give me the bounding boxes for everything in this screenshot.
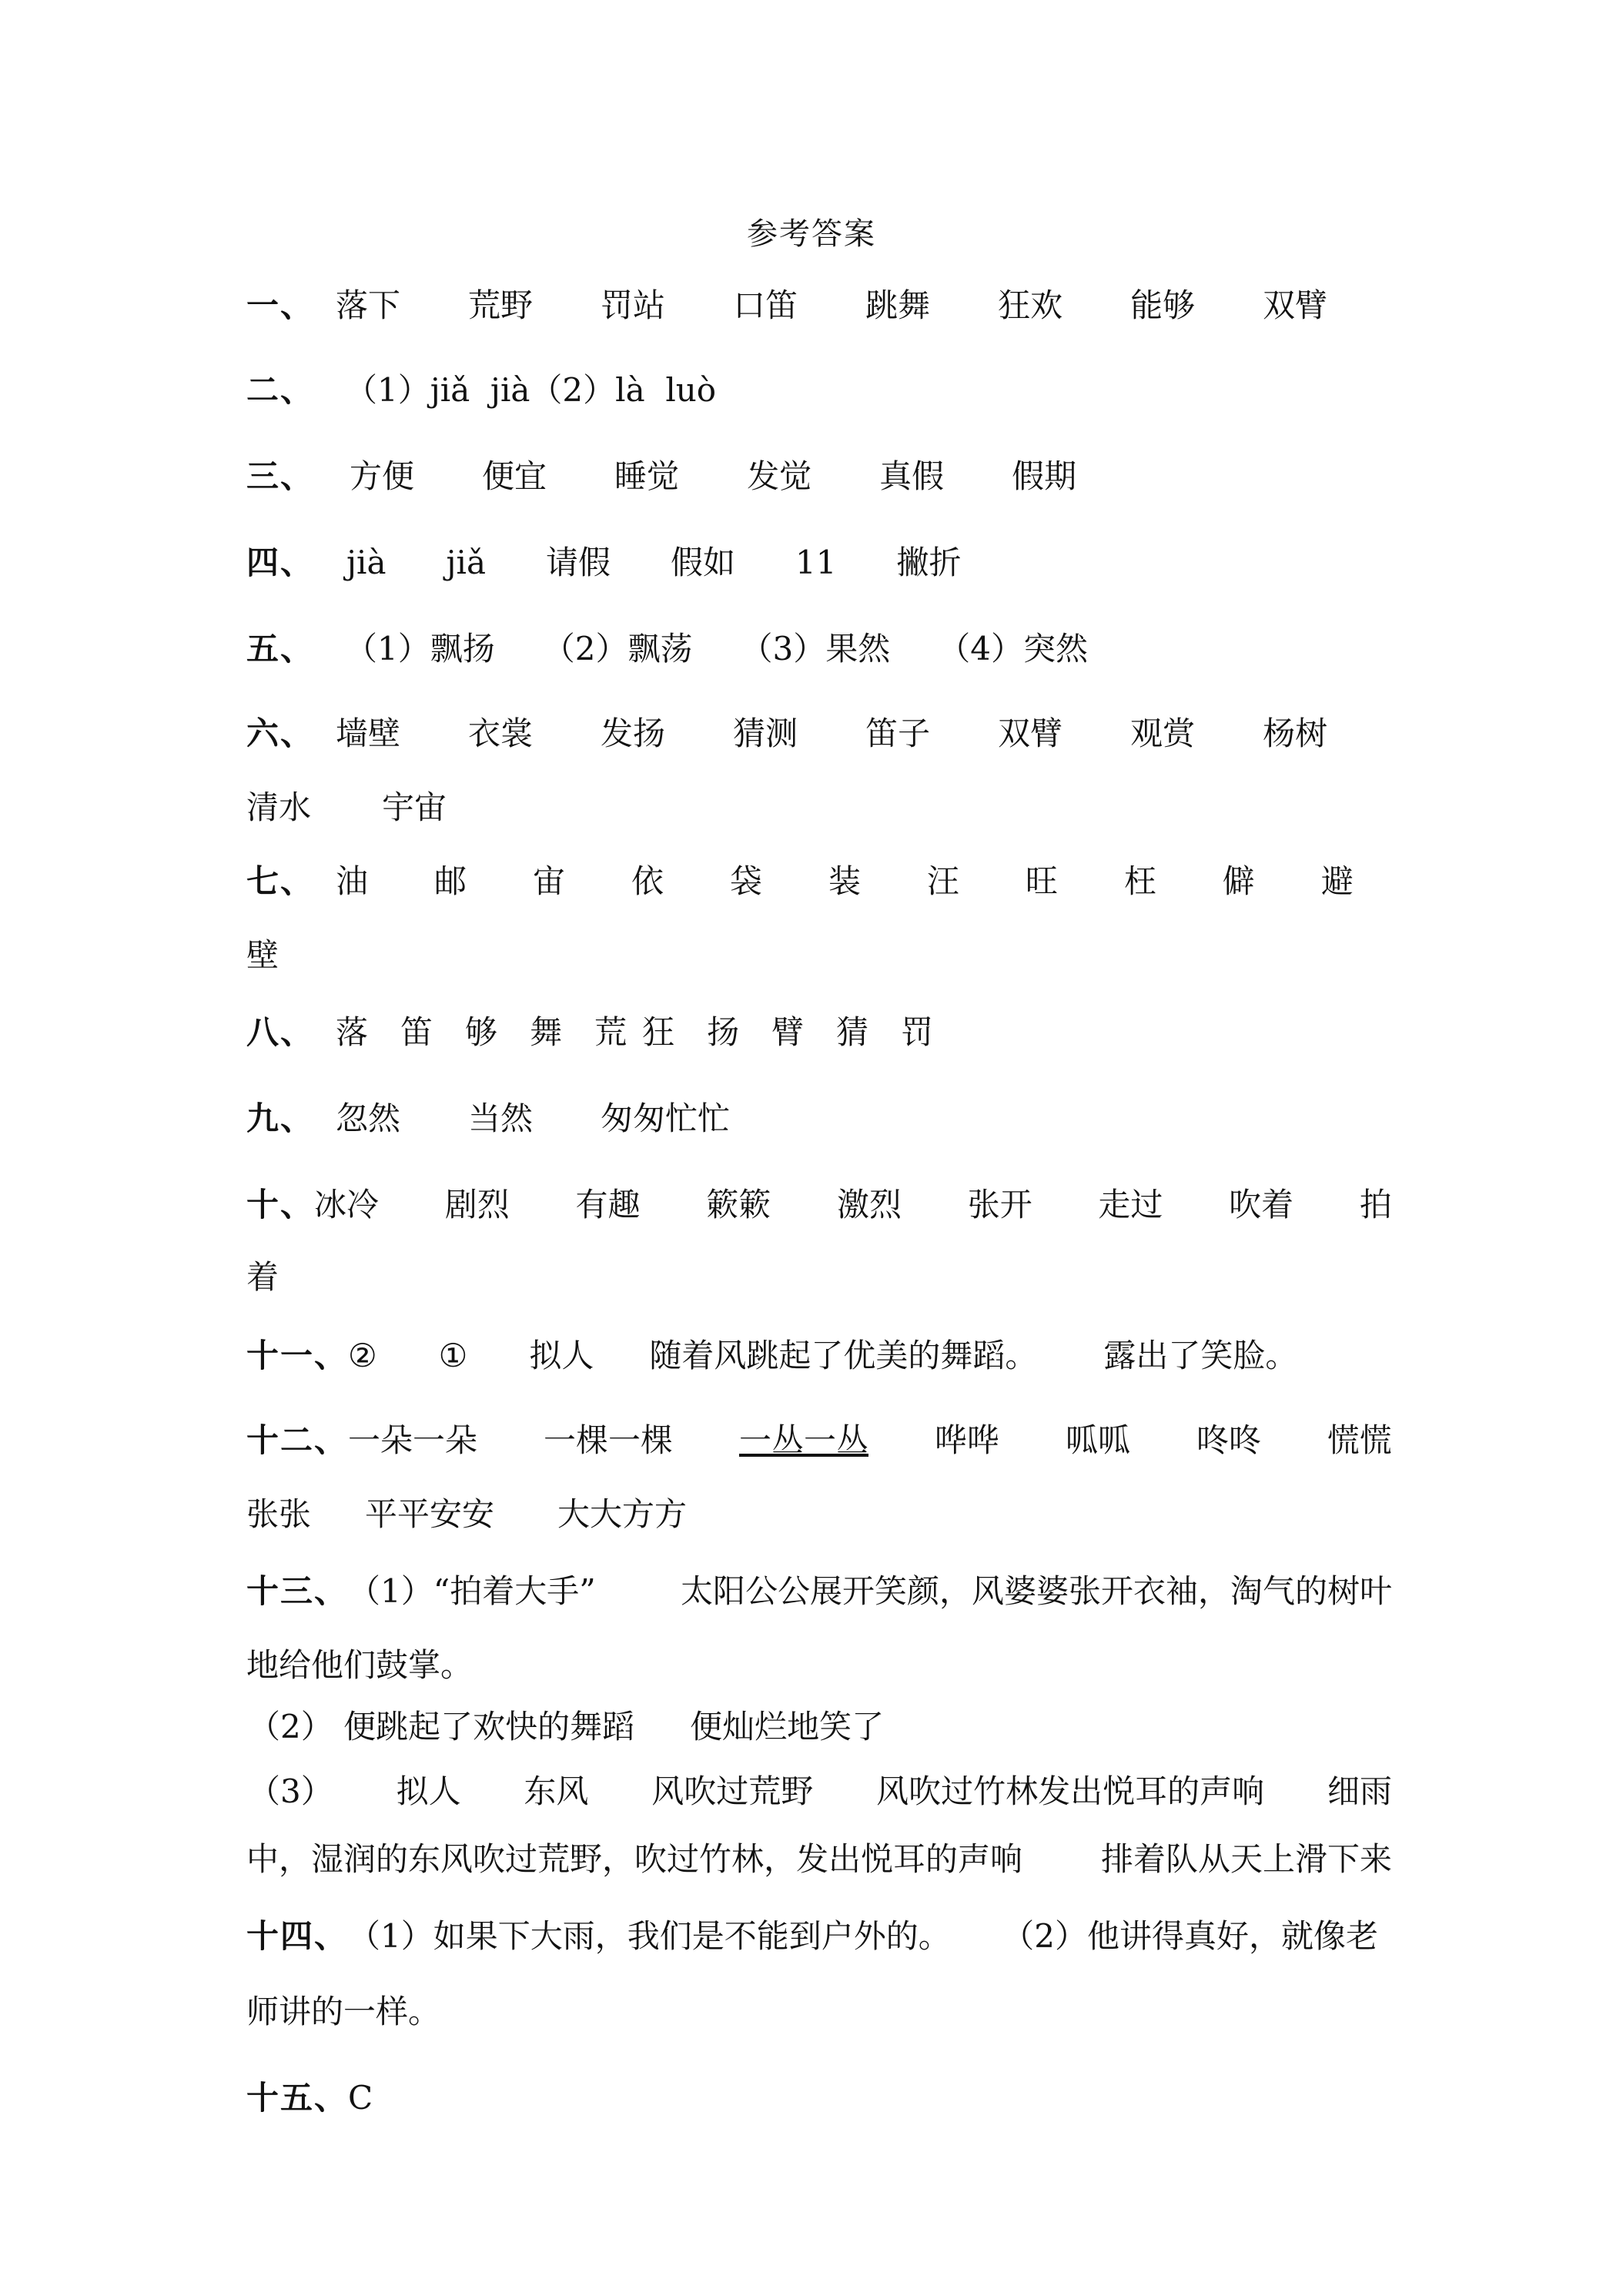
question-number: 九、	[246, 1099, 315, 1137]
answer-item: 忽然	[336, 1099, 401, 1137]
answer-item: 剧烈	[444, 1186, 510, 1223]
answer-item: 僻	[1222, 862, 1255, 900]
question-number: 十五、	[246, 2079, 349, 2117]
answer-item: 咚咚	[1196, 1421, 1261, 1459]
answer-item: （3）	[248, 1772, 333, 1810]
answer-item: 风吹过竹林发出悦耳的声响	[876, 1772, 1265, 1810]
answer-item: 拍	[1359, 1186, 1392, 1223]
answer-item: 袋	[729, 862, 762, 900]
answer-item: 口笛	[733, 286, 798, 324]
answer-item: 杨树	[1263, 715, 1328, 752]
answer-item: 真假	[879, 457, 945, 495]
answer-items	[348, 1913, 1378, 1960]
answer-item: 落下	[336, 286, 401, 324]
question-number: 二、	[246, 371, 315, 409]
answer-item: 匆匆忙忙	[601, 1099, 731, 1137]
answer-item: 慌慌	[1327, 1421, 1392, 1459]
answer-item: 笛	[400, 1013, 433, 1051]
answer-item: 露出了笑脸。	[1103, 1337, 1298, 1374]
answer-item: 拟人	[529, 1337, 594, 1374]
answer-item: 方便	[350, 457, 415, 495]
answer-item: （1）飘扬	[345, 630, 495, 668]
answer-row-11	[246, 1332, 1392, 1380]
question-number: 五、	[246, 630, 315, 668]
answer-items	[336, 1095, 798, 1143]
answer-items	[336, 1009, 965, 1056]
answer-item: 荒	[594, 1013, 627, 1051]
answer-items	[314, 1181, 1392, 1229]
answer-item: 走过	[1098, 1186, 1163, 1223]
answer-row-13-part3-cont	[246, 1836, 1392, 1883]
answer-item: 激烈	[836, 1186, 902, 1223]
answer-items	[346, 539, 1022, 587]
answer-items	[336, 710, 1395, 758]
answer-item: 哗哗	[934, 1421, 999, 1459]
answer-item: 11	[795, 544, 837, 581]
question-number: 八、	[246, 1013, 315, 1051]
answer-item: 双臂	[998, 715, 1063, 752]
answer-item: 一丛一丛	[738, 1421, 868, 1459]
answer-row-12-cont	[246, 1491, 1392, 1538]
answer-item: ②	[348, 1337, 377, 1374]
question-number: 四、	[246, 544, 315, 581]
answer-item: （1）“拍着大手”	[348, 1572, 596, 1610]
answer-row-6	[246, 710, 1392, 758]
answer-item: 观赏	[1130, 715, 1196, 752]
answer-item: 宇宙	[382, 788, 447, 826]
answer-items	[348, 1417, 1392, 1464]
question-number: 十二、	[246, 1421, 349, 1459]
answer-item: 风吹过荒野	[651, 1772, 814, 1810]
answer-item: 笛子	[865, 715, 931, 752]
answer-item: 荒野	[468, 286, 534, 324]
answer-row-4	[246, 539, 1392, 587]
question-number: 十一、	[246, 1337, 349, 1374]
answer-item: 张张	[246, 1495, 312, 1533]
answer-item: jià	[346, 544, 387, 581]
answer-item: 壁	[246, 936, 279, 974]
answer-row-10	[246, 1181, 1392, 1229]
answer-item: 狂	[642, 1013, 675, 1051]
answer-item: 太阳公公展开笑颜，风婆婆张开衣袖，淘气的树叶	[680, 1572, 1392, 1610]
answer-item: 双臂	[1263, 286, 1328, 324]
answer-item: 汪	[926, 862, 959, 900]
question-number: 十三、	[246, 1572, 349, 1610]
question-number: 一、	[246, 286, 315, 324]
answer-item: 扬	[707, 1013, 740, 1051]
answer-item: 能够	[1130, 286, 1196, 324]
answer-item: 地给他们鼓掌。	[246, 1646, 474, 1684]
answer-item: 吹着	[1229, 1186, 1294, 1223]
answer-item: （1）如果下大雨，我们是不能到户外的。	[348, 1917, 951, 1955]
answer-row-13-cont	[246, 1642, 1392, 1689]
answer-item: （2）他讲得真好，就像老	[1002, 1917, 1378, 1955]
answer-item: 睡觉	[614, 457, 680, 495]
answer-item: 油	[336, 862, 369, 900]
answer-item: 依	[631, 862, 664, 900]
answer-item: 便灿烂地笑了	[690, 1708, 885, 1745]
answer-row-14-cont	[246, 1988, 1392, 2036]
answer-row-15	[246, 2074, 1392, 2122]
answer-row-9	[246, 1095, 1392, 1143]
answer-item: 枉	[1123, 862, 1156, 900]
answer-item: 舞	[530, 1013, 563, 1051]
answer-item: 猜	[836, 1013, 869, 1051]
answer-row-12	[246, 1417, 1392, 1464]
answer-item: 罚	[901, 1013, 934, 1051]
answer-row-1	[246, 282, 1392, 330]
answer-item: 有趣	[575, 1186, 641, 1223]
question-number: 十、	[246, 1186, 315, 1223]
answer-item: 排着队从天上滑下来	[1100, 1840, 1392, 1878]
answer-item: 东风	[524, 1772, 589, 1810]
answer-item: 避	[1320, 862, 1354, 900]
answer-row-13-part3	[248, 1768, 1392, 1816]
answer-item: 簌簌	[706, 1186, 771, 1223]
answer-item: 清水	[246, 788, 312, 826]
answer-item: 墙壁	[336, 715, 401, 752]
answer-row-13	[246, 1568, 1392, 1615]
answer-item: （3）果然	[740, 630, 891, 668]
answer-item: 衣裳	[468, 715, 534, 752]
question-number: 三、	[246, 457, 315, 495]
answer-item: 中，湿润的东风吹过荒野，吹过竹林，发出悦耳的声响	[246, 1840, 1023, 1878]
answer-item: 平平安安	[365, 1495, 495, 1533]
answer-row-2	[246, 366, 1392, 414]
answer-item: 臂	[771, 1013, 805, 1051]
answer-item: 跳舞	[865, 286, 931, 324]
answer-item: （4）突然	[938, 630, 1088, 668]
answer-item: 发扬	[601, 715, 666, 752]
answer-row-13-part2	[248, 1703, 1392, 1751]
answer-item: 着	[246, 1258, 279, 1296]
answer-item: 一棵一棵	[544, 1421, 674, 1459]
answer-item: 撇折	[896, 544, 962, 581]
answer-row-6-cont	[246, 784, 1392, 832]
answer-item: （2） 便跳起了欢快的舞蹈	[248, 1708, 635, 1745]
answer-item: 发觉	[747, 457, 812, 495]
answer-text: C	[348, 2079, 373, 2117]
answer-item: 猜测	[733, 715, 798, 752]
answer-row-7	[246, 858, 1392, 905]
answer-row-3	[246, 453, 1392, 500]
answer-row-5	[246, 625, 1392, 673]
answer-item: 张开	[967, 1186, 1032, 1223]
answer-item: 拟人	[396, 1772, 461, 1810]
answer-item: 当然	[468, 1099, 534, 1137]
answer-item: 旺	[1025, 862, 1058, 900]
question-number: 七、	[246, 862, 315, 900]
answer-item: 一朵一朵	[348, 1421, 478, 1459]
question-number: 六、	[246, 715, 315, 752]
answer-item: 大大方方	[557, 1495, 688, 1533]
answer-item: 请假	[546, 544, 611, 581]
answer-row-14	[246, 1913, 1392, 1960]
answer-items	[336, 282, 1395, 330]
answer-row-10-cont	[246, 1253, 1392, 1301]
answer-item: 邮	[434, 862, 467, 900]
question-number: 十四、	[246, 1917, 349, 1955]
answer-item: 假期	[1012, 457, 1077, 495]
answer-item: 狂欢	[998, 286, 1063, 324]
answer-items	[345, 625, 1136, 673]
answer-item: 便宜	[482, 457, 547, 495]
answer-item: 细雨	[1327, 1772, 1392, 1810]
answer-item: 装	[828, 862, 861, 900]
answer-item: 宙	[532, 862, 565, 900]
answer-item: 呱呱	[1065, 1421, 1130, 1459]
answer-item: 随着风跳起了优美的舞蹈。	[649, 1337, 1038, 1374]
answer-item: 冰冷	[314, 1186, 380, 1223]
answer-items	[350, 453, 1144, 500]
answer-row-7-cont	[246, 932, 1392, 979]
answer-item: 师讲的一样。	[246, 1993, 441, 2030]
answer-items	[336, 858, 1354, 905]
answer-text: （1）jiǎ jià（2）là luò	[345, 371, 717, 409]
answer-item: jiǎ	[446, 544, 487, 581]
page-title: 参考答案	[747, 216, 876, 252]
answer-item: （2）飘荡	[542, 630, 693, 668]
answer-item: 罚站	[601, 286, 666, 324]
answer-item: 落	[336, 1013, 369, 1051]
answer-item: 假如	[671, 544, 736, 581]
answer-row-8	[246, 1009, 1392, 1056]
answer-item: ①	[438, 1337, 468, 1374]
answer-item: 够	[465, 1013, 498, 1051]
answer-items	[348, 1332, 1365, 1380]
answer-items	[348, 1568, 1392, 1615]
